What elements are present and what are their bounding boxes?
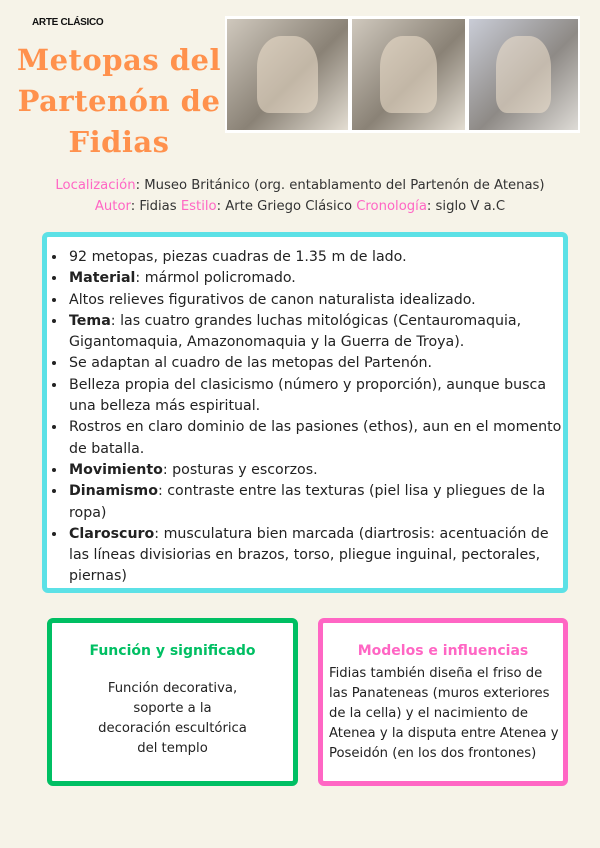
style-value: : Arte Griego Clásico [216,199,357,214]
item-keyword: Movimiento [69,461,163,478]
list-item [67,481,563,524]
list-item [67,353,563,374]
author-label: Autor [94,199,131,214]
kicker: ARTE CLÁSICO [32,17,104,28]
item-keyword: Material [69,270,136,287]
metope-image-2 [352,19,465,130]
item-text: Altos relieves figurativos de canon naturalista idealizado. [69,291,476,308]
models-box [318,618,568,786]
item-text: : musculatura bien marcada (diartrosis: acentuación de las líneas divisiorias en brazos, torso, pliegue inguinal, pectorales, piernas) [69,525,549,585]
page-title: Metopas del Partenón de Fidias [16,43,222,159]
author-value: : Fidias [130,199,181,214]
list-item [67,268,563,289]
function-title: Función y significado [89,643,256,659]
list-item [67,417,563,460]
list-item [67,290,563,311]
item-text: : mármol policromado. [135,270,296,287]
metadata [0,175,600,217]
models-text: Fidias también diseña el friso de las Panateneas (muros exteriores de la cella) y el nacimiento de Atenea y la disputa entre Atenea y Poseidón (en los dos frontones) [329,666,559,761]
function-text: Función decorativa, soporte a la decoración escultórica del templo [98,681,247,756]
list-item [67,375,563,418]
list-item [67,247,563,268]
item-text: : contraste entre las texturas (piel lisa y pliegues de la ropa) [69,483,546,521]
list-item [67,524,563,588]
location-label: Localización [55,178,136,193]
item-keyword: Tema [69,312,111,329]
style-label: Estilo [180,199,217,214]
metope-image-1 [227,19,348,130]
item-keyword: Claroscuro [69,525,155,542]
item-keyword: Dinamismo [69,483,158,500]
characteristics-list [47,247,563,588]
item-text: Belleza propia del clasicismo (número y proporción), aunque busca una belleza más espiritual. [69,376,547,415]
location-value: : Museo Británico (org. entablamento del Partenón de Atenas) [135,178,545,193]
item-text: : posturas y escorzos. [162,461,318,478]
function-box [47,618,298,786]
list-item [67,460,563,481]
list-item [67,311,563,354]
metope-photos [225,16,580,133]
item-text: 92 metopas, piezas cuadras de 1.35 m de lado. [69,249,407,265]
metope-image-3 [469,19,578,130]
item-text: Rostros en claro dominio de las pasiones (ethos), aun en el momento de batalla. [69,419,562,457]
chronology-value: : siglo V a.C [426,199,506,214]
item-text: : las cuatro grandes luchas mitológicas (Centauromaquia, Gigantomaquia, Amazonomaquia y la Guerra de Troya). [69,312,522,351]
models-title: Modelos e influencias [357,643,529,659]
item-text: Se adaptan al cuadro de las metopas del Partenón. [69,355,433,372]
chronology-label: Cronología [356,199,427,214]
characteristics-box [42,232,568,593]
